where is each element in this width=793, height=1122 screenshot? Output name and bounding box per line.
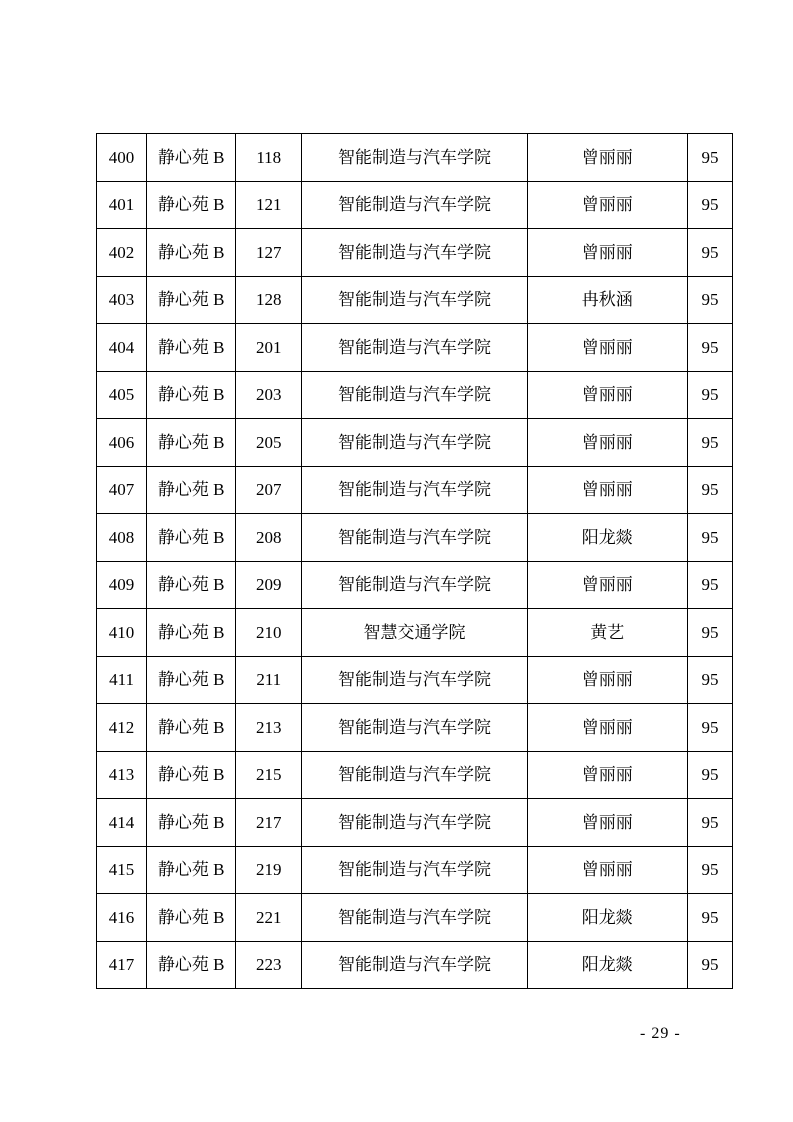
person-cell: 曾丽丽 [527,229,687,277]
college-cell: 智能制造与汽车学院 [302,466,527,514]
person-cell: 曾丽丽 [527,371,687,419]
row-number-cell: 412 [97,704,147,752]
building-cell: 静心苑 B [147,514,236,562]
row-number-cell: 417 [97,941,147,989]
room-number-cell: 213 [236,704,302,752]
building-cell: 静心苑 B [147,324,236,372]
row-number-cell: 407 [97,466,147,514]
person-cell: 曾丽丽 [527,799,687,847]
room-number-cell: 203 [236,371,302,419]
room-number-cell: 127 [236,229,302,277]
score-cell: 95 [687,466,732,514]
score-cell: 95 [687,799,732,847]
room-number-cell: 208 [236,514,302,562]
college-cell: 智能制造与汽车学院 [302,181,527,229]
college-cell: 智能制造与汽车学院 [302,799,527,847]
table-row [97,514,733,562]
score-cell: 95 [687,609,732,657]
table-row [97,229,733,277]
row-number-cell: 409 [97,561,147,609]
score-cell: 95 [687,181,732,229]
row-number-cell: 402 [97,229,147,277]
person-cell: 曾丽丽 [527,656,687,704]
building-cell: 静心苑 B [147,751,236,799]
person-cell: 曾丽丽 [527,846,687,894]
row-number-cell: 406 [97,419,147,467]
person-cell: 曾丽丽 [527,181,687,229]
person-cell: 曾丽丽 [527,751,687,799]
building-cell: 静心苑 B [147,419,236,467]
page-number: - 29 - [640,1025,681,1042]
college-cell: 智能制造与汽车学院 [302,229,527,277]
score-cell: 95 [687,371,732,419]
college-cell: 智能制造与汽车学院 [302,419,527,467]
row-number-cell: 411 [97,656,147,704]
college-cell: 智能制造与汽车学院 [302,704,527,752]
score-cell: 95 [687,656,732,704]
room-number-cell: 219 [236,846,302,894]
person-cell: 曾丽丽 [527,466,687,514]
college-cell: 智能制造与汽车学院 [302,324,527,372]
college-cell: 智能制造与汽车学院 [302,371,527,419]
room-number-cell: 201 [236,324,302,372]
building-cell: 静心苑 B [147,276,236,324]
row-number-cell: 413 [97,751,147,799]
score-cell: 95 [687,751,732,799]
college-cell: 智能制造与汽车学院 [302,894,527,942]
room-number-cell: 205 [236,419,302,467]
person-cell: 阳龙燚 [527,894,687,942]
row-number-cell: 403 [97,276,147,324]
building-cell: 静心苑 B [147,894,236,942]
room-number-cell: 207 [236,466,302,514]
person-cell: 曾丽丽 [527,324,687,372]
row-number-cell: 400 [97,134,147,182]
room-number-cell: 121 [236,181,302,229]
table-body [97,134,733,989]
person-cell: 冉秋涵 [527,276,687,324]
room-number-cell: 211 [236,656,302,704]
table-row [97,466,733,514]
building-cell: 静心苑 B [147,561,236,609]
score-cell: 95 [687,704,732,752]
score-cell: 95 [687,846,732,894]
building-cell: 静心苑 B [147,846,236,894]
person-cell: 阳龙燚 [527,514,687,562]
score-cell: 95 [687,894,732,942]
room-number-cell: 210 [236,609,302,657]
college-cell: 智能制造与汽车学院 [302,941,527,989]
person-cell: 阳龙燚 [527,941,687,989]
building-cell: 静心苑 B [147,656,236,704]
table-row [97,276,733,324]
room-number-cell: 221 [236,894,302,942]
table-row [97,704,733,752]
building-cell: 静心苑 B [147,941,236,989]
room-number-cell: 128 [236,276,302,324]
building-cell: 静心苑 B [147,134,236,182]
building-cell: 静心苑 B [147,181,236,229]
row-number-cell: 401 [97,181,147,229]
person-cell: 曾丽丽 [527,704,687,752]
college-cell: 智能制造与汽车学院 [302,276,527,324]
row-number-cell: 404 [97,324,147,372]
room-number-cell: 215 [236,751,302,799]
table-row [97,846,733,894]
table-row [97,751,733,799]
score-cell: 95 [687,134,732,182]
college-cell: 智能制造与汽车学院 [302,846,527,894]
person-cell: 曾丽丽 [527,134,687,182]
row-number-cell: 415 [97,846,147,894]
person-cell: 曾丽丽 [527,561,687,609]
table-row [97,941,733,989]
building-cell: 静心苑 B [147,704,236,752]
college-cell: 智能制造与汽车学院 [302,514,527,562]
row-number-cell: 414 [97,799,147,847]
room-number-cell: 223 [236,941,302,989]
building-cell: 静心苑 B [147,609,236,657]
score-cell: 95 [687,941,732,989]
person-cell: 黄艺 [527,609,687,657]
building-cell: 静心苑 B [147,371,236,419]
building-cell: 静心苑 B [147,799,236,847]
person-cell: 曾丽丽 [527,419,687,467]
row-number-cell: 408 [97,514,147,562]
table-row [97,371,733,419]
score-cell: 95 [687,514,732,562]
row-number-cell: 405 [97,371,147,419]
dormitory-score-table [96,133,733,989]
college-cell: 智能制造与汽车学院 [302,134,527,182]
table-row [97,656,733,704]
table-row [97,134,733,182]
room-number-cell: 217 [236,799,302,847]
row-number-cell: 416 [97,894,147,942]
table-row [97,419,733,467]
building-cell: 静心苑 B [147,229,236,277]
table-row [97,799,733,847]
college-cell: 智慧交通学院 [302,609,527,657]
college-cell: 智能制造与汽车学院 [302,656,527,704]
score-cell: 95 [687,229,732,277]
room-number-cell: 118 [236,134,302,182]
table-row [97,894,733,942]
college-cell: 智能制造与汽车学院 [302,561,527,609]
table-row [97,181,733,229]
table-row [97,561,733,609]
score-cell: 95 [687,561,732,609]
building-cell: 静心苑 B [147,466,236,514]
table-row [97,324,733,372]
college-cell: 智能制造与汽车学院 [302,751,527,799]
row-number-cell: 410 [97,609,147,657]
table-row [97,609,733,657]
score-cell: 95 [687,276,732,324]
score-cell: 95 [687,324,732,372]
score-cell: 95 [687,419,732,467]
room-number-cell: 209 [236,561,302,609]
